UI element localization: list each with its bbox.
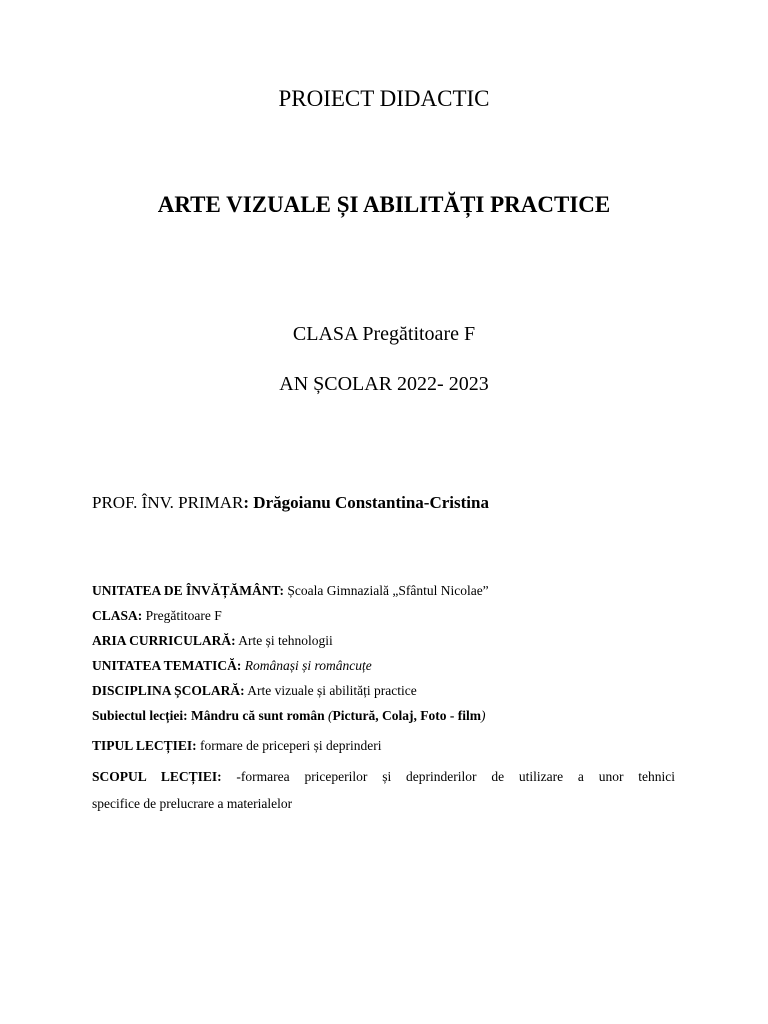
school-year-line: AN ȘCOLAR 2022- 2023 (279, 373, 489, 395)
field-label: Subiectul lecției: Mândru că sunt român (92, 708, 328, 723)
field-value: Școala Gimnazială „Sfântul Nicolae” (284, 583, 489, 598)
field-label: CLASA: (92, 608, 143, 623)
field-value: Românași și româncuțe (241, 658, 372, 673)
paren-close: ) (480, 708, 486, 723)
teacher-line (92, 493, 489, 513)
field-label: ARIA CURRICULARĂ: (92, 633, 236, 648)
scope-line-1 (92, 763, 675, 790)
field-lesson-type (92, 738, 381, 754)
field-value: formare de priceperi și deprinderi (196, 738, 382, 753)
field-label: DISCIPLINA ȘCOLARĂ: (92, 683, 245, 698)
document-title: PROIECT DIDACTIC (278, 86, 490, 111)
field-label: SCOPUL LECȚIEI: (92, 769, 222, 784)
subject-title: ARTE VIZUALE ȘI ABILITĂȚI PRACTICE (157, 192, 611, 217)
field-label: TIPUL LECȚIEI: (92, 738, 197, 753)
field-value: Arte vizuale și abilități practice (244, 683, 417, 698)
field-lesson-subject (92, 708, 485, 724)
paren-open: ( (328, 708, 333, 723)
teacher-label: PROF. ÎNV. PRIMAR (92, 493, 244, 512)
field-value: -formarea priceperilor și deprinderilor de utilizare a unor tehnici (221, 769, 675, 784)
field-label: UNITATEA TEMATICĂ: (92, 658, 242, 673)
field-value-continued: specifice de prelucrare a materialelor (92, 796, 293, 811)
field-value: Arte și tehnologii (235, 633, 333, 648)
field-value: Pictură, Colaj, Foto - film (332, 708, 481, 723)
field-curricular-area (92, 633, 333, 649)
field-school-unit (92, 583, 489, 599)
field-lesson-scope (92, 763, 675, 817)
field-thematic-unit (92, 658, 372, 674)
field-value: Pregătitoare F (142, 608, 222, 623)
field-class (92, 608, 222, 624)
teacher-name: : Drăgoianu Constantina-Cristina (243, 493, 489, 512)
class-line: CLASA Pregătitoare F (292, 323, 476, 345)
field-discipline (92, 683, 417, 699)
field-label: UNITATEA DE ÎNVĂȚĂMÂNT: (92, 583, 285, 598)
